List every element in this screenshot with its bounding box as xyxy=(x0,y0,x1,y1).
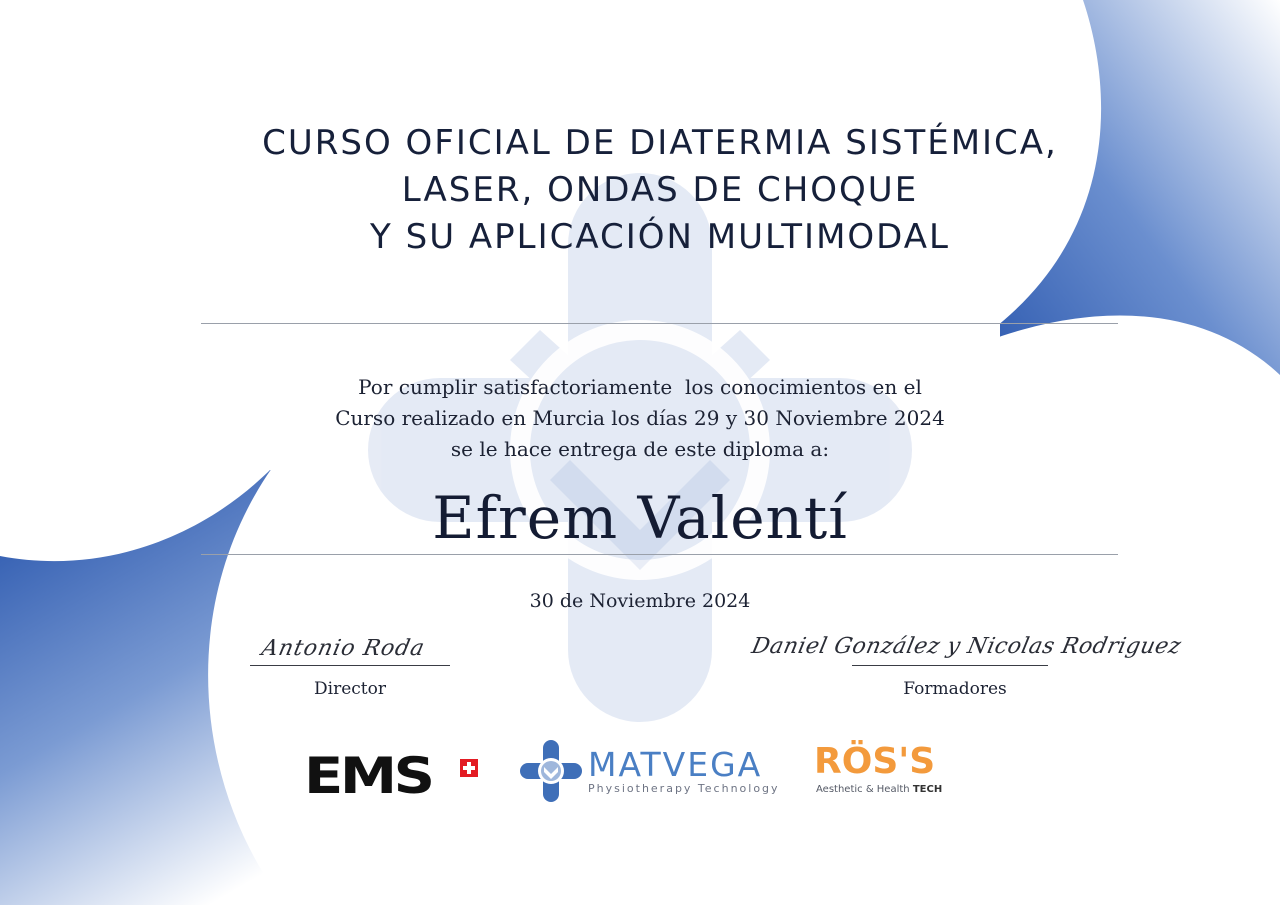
course-title-line: Y SU APLICACIÓN MULTIMODAL xyxy=(370,217,950,257)
matvega-cross-icon xyxy=(520,740,582,802)
ems-logo xyxy=(304,747,476,805)
director-role: Director xyxy=(314,679,386,699)
director-signature-line xyxy=(250,665,450,666)
ems-logo-text: EMS xyxy=(304,747,432,805)
divider-top xyxy=(201,323,1118,324)
director-signature: Antonio Roda xyxy=(259,636,428,661)
trainers-role: Formadores xyxy=(903,679,1007,699)
intro-line: Por cumplir satisfactoriamente los conocimientos en el xyxy=(358,375,922,399)
divider-bottom xyxy=(201,554,1118,555)
intro-line: se le hace entrega de este diploma a: xyxy=(450,437,830,461)
matvega-logo-text: MATVEGA xyxy=(588,745,763,784)
course-title-line: LASER, ONDAS DE CHOQUE xyxy=(401,170,919,210)
intro-line: Curso realizado en Murcia los días 29 y 30 Noviembre 2024 xyxy=(335,406,945,430)
matvega-tagline: Physiotherapy Technology xyxy=(588,782,780,795)
swiss-cross-icon xyxy=(460,759,478,777)
intro-text xyxy=(240,372,1040,465)
matvega-logo xyxy=(520,740,780,804)
course-title-line: CURSO OFICIAL DE DIATERMIA SISTÉMICA, xyxy=(262,123,1058,163)
ross-logo-text: RÖS'S xyxy=(814,741,936,782)
ross-logo xyxy=(814,740,954,800)
issue-date: 30 de Noviembre 2024 xyxy=(529,590,751,612)
recipient-name: Efrem Valentí xyxy=(432,484,848,552)
ross-tagline xyxy=(816,784,942,795)
ross-tagline-text: Aesthetic & Health xyxy=(816,784,910,795)
ross-tagline-bold: TECH xyxy=(912,784,943,795)
trainers-signature: Daniel González y Nicolas Rodriguez xyxy=(749,634,1184,659)
course-title xyxy=(140,120,1180,261)
trainers-signature-line xyxy=(852,665,1048,666)
